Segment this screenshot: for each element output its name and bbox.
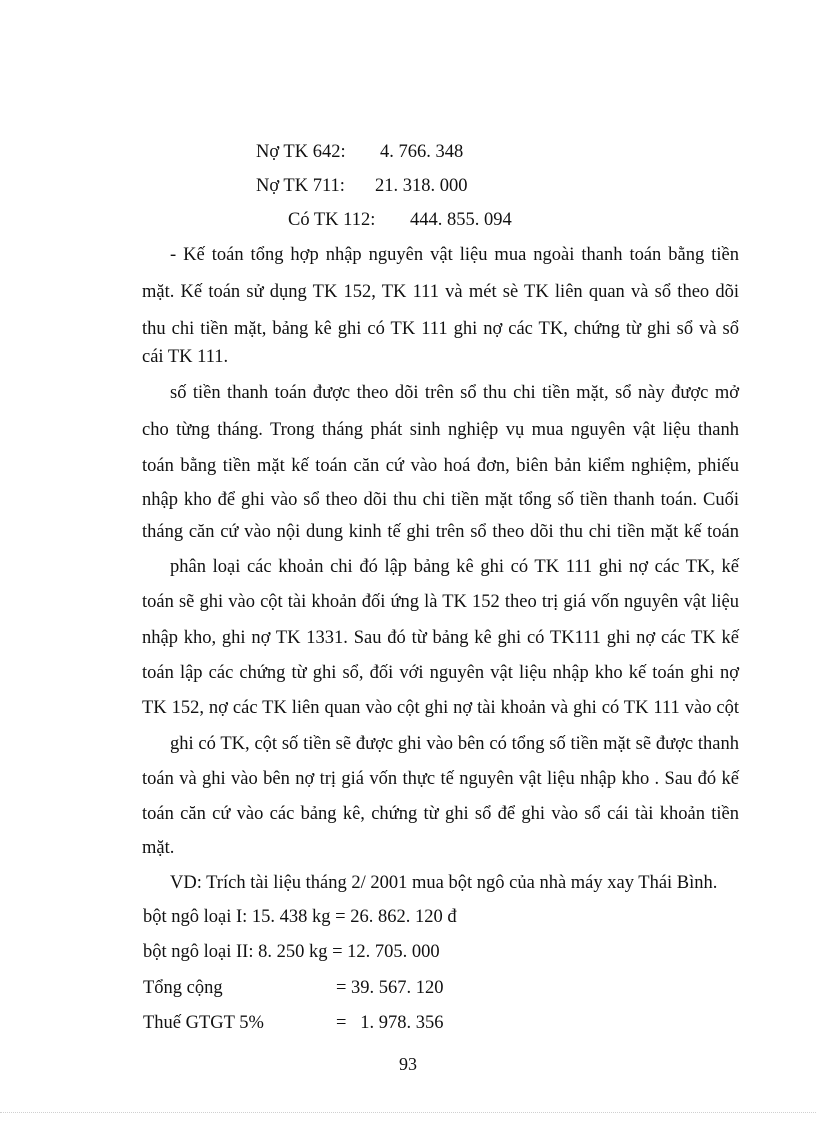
paragraph-4-line-1: ghi có TK, cột số tiền sẽ được ghi vào bên có tổng số tiền mặt sẽ được thanh: [170, 734, 739, 754]
paragraph-2-line-2: cho từng tháng. Trong tháng phát sinh nghiệp vụ mua nguyên vật liệu thanh: [142, 420, 739, 440]
paragraph-3-line-5: TK 152, nợ các TK liên quan vào cột ghi nợ tài khoản và ghi có TK 111 vào cột: [142, 698, 739, 718]
entry-credit-112-account: Có TK 112:: [288, 210, 376, 230]
example-total-value: = 39. 567. 120: [336, 978, 444, 998]
paragraph-4-line-3: toán căn cứ vào các bảng kê, chứng từ ghi sổ để ghi vào sổ cái tài khoản tiền: [142, 804, 739, 824]
entry-debit-711-account: Nợ TK 711:: [256, 176, 345, 196]
entry-debit-642-account: Nợ TK 642:: [256, 142, 346, 162]
paragraph-3-line-3: nhập kho, ghi nợ TK 1331. Sau đó từ bảng kê ghi có TK111 ghi nợ các TK kế: [142, 628, 739, 648]
paragraph-4-line-2: toán và ghi vào bên nợ trị giá vốn thực tế nguyên vật liệu nhập kho . Sau đó kế: [142, 769, 739, 789]
page-bottom-divider: [0, 1112, 816, 1113]
paragraph-1-line-3: thu chi tiền mặt, bảng kê ghi có TK 111 ghi nợ các TK, chứng từ ghi sổ và sổ: [142, 319, 739, 339]
example-intro: VD: Trích tài liệu tháng 2/ 2001 mua bột ngô của nhà máy xay Thái Bình.: [170, 873, 718, 893]
entry-credit-112-amount: 444. 855. 094: [410, 210, 512, 230]
paragraph-4-line-4: mặt.: [142, 838, 175, 858]
paragraph-1-line-2: mặt. Kế toán sử dụng TK 152, TK 111 và mét sè TK liên quan và sổ theo dõi: [142, 282, 739, 302]
example-line-corn-type-1: bột ngô loại I: 15. 438 kg = 26. 862. 120 đ: [143, 907, 457, 927]
example-vat-value: = 1. 978. 356: [336, 1013, 444, 1033]
paragraph-2-line-3: toán bằng tiền mặt kế toán căn cứ vào hoá đơn, biên bản kiểm nghiệm, phiếu: [142, 456, 739, 476]
paragraph-2-line-5: tháng căn cứ vào nội dung kinh tế ghi trên sổ theo dõi thu chi tiền mặt kế toán: [142, 522, 739, 542]
entry-debit-642-amount: 4. 766. 348: [380, 142, 464, 162]
paragraph-3-line-4: toán lập các chứng từ ghi sổ, đối với nguyên vật liệu nhập kho kế toán ghi nợ: [142, 663, 739, 683]
entry-debit-711-amount: 21. 318. 000: [375, 176, 468, 196]
example-vat-label: Thuế GTGT 5%: [143, 1013, 264, 1033]
paragraph-3-line-2: toán sẽ ghi vào cột tài khoản đối ứng là TK 152 theo trị giá vốn nguyên vật liệu: [142, 592, 739, 612]
example-line-corn-type-2: bột ngô loại II: 8. 250 kg = 12. 705. 000: [143, 942, 440, 962]
page-number: 93: [399, 1054, 417, 1074]
paragraph-1-line-1: - Kế toán tổng hợp nhập nguyên vật liệu mua ngoài thanh toán bằng tiền: [170, 245, 739, 265]
paragraph-2-line-1: số tiền thanh toán được theo dõi trên sổ thu chi tiền mặt, sổ này được mở: [170, 383, 739, 403]
paragraph-1-line-4: cái TK 111.: [142, 347, 229, 367]
paragraph-2-line-4: nhập kho để ghi vào sổ theo dõi thu chi tiền mặt tổng số tiền thanh toán. Cuối: [142, 490, 739, 510]
paragraph-3-line-1: phân loại các khoản chi đó lập bảng kê ghi có TK 111 ghi nợ các TK, kế: [170, 557, 739, 577]
example-total-label: Tổng cộng: [143, 978, 223, 998]
